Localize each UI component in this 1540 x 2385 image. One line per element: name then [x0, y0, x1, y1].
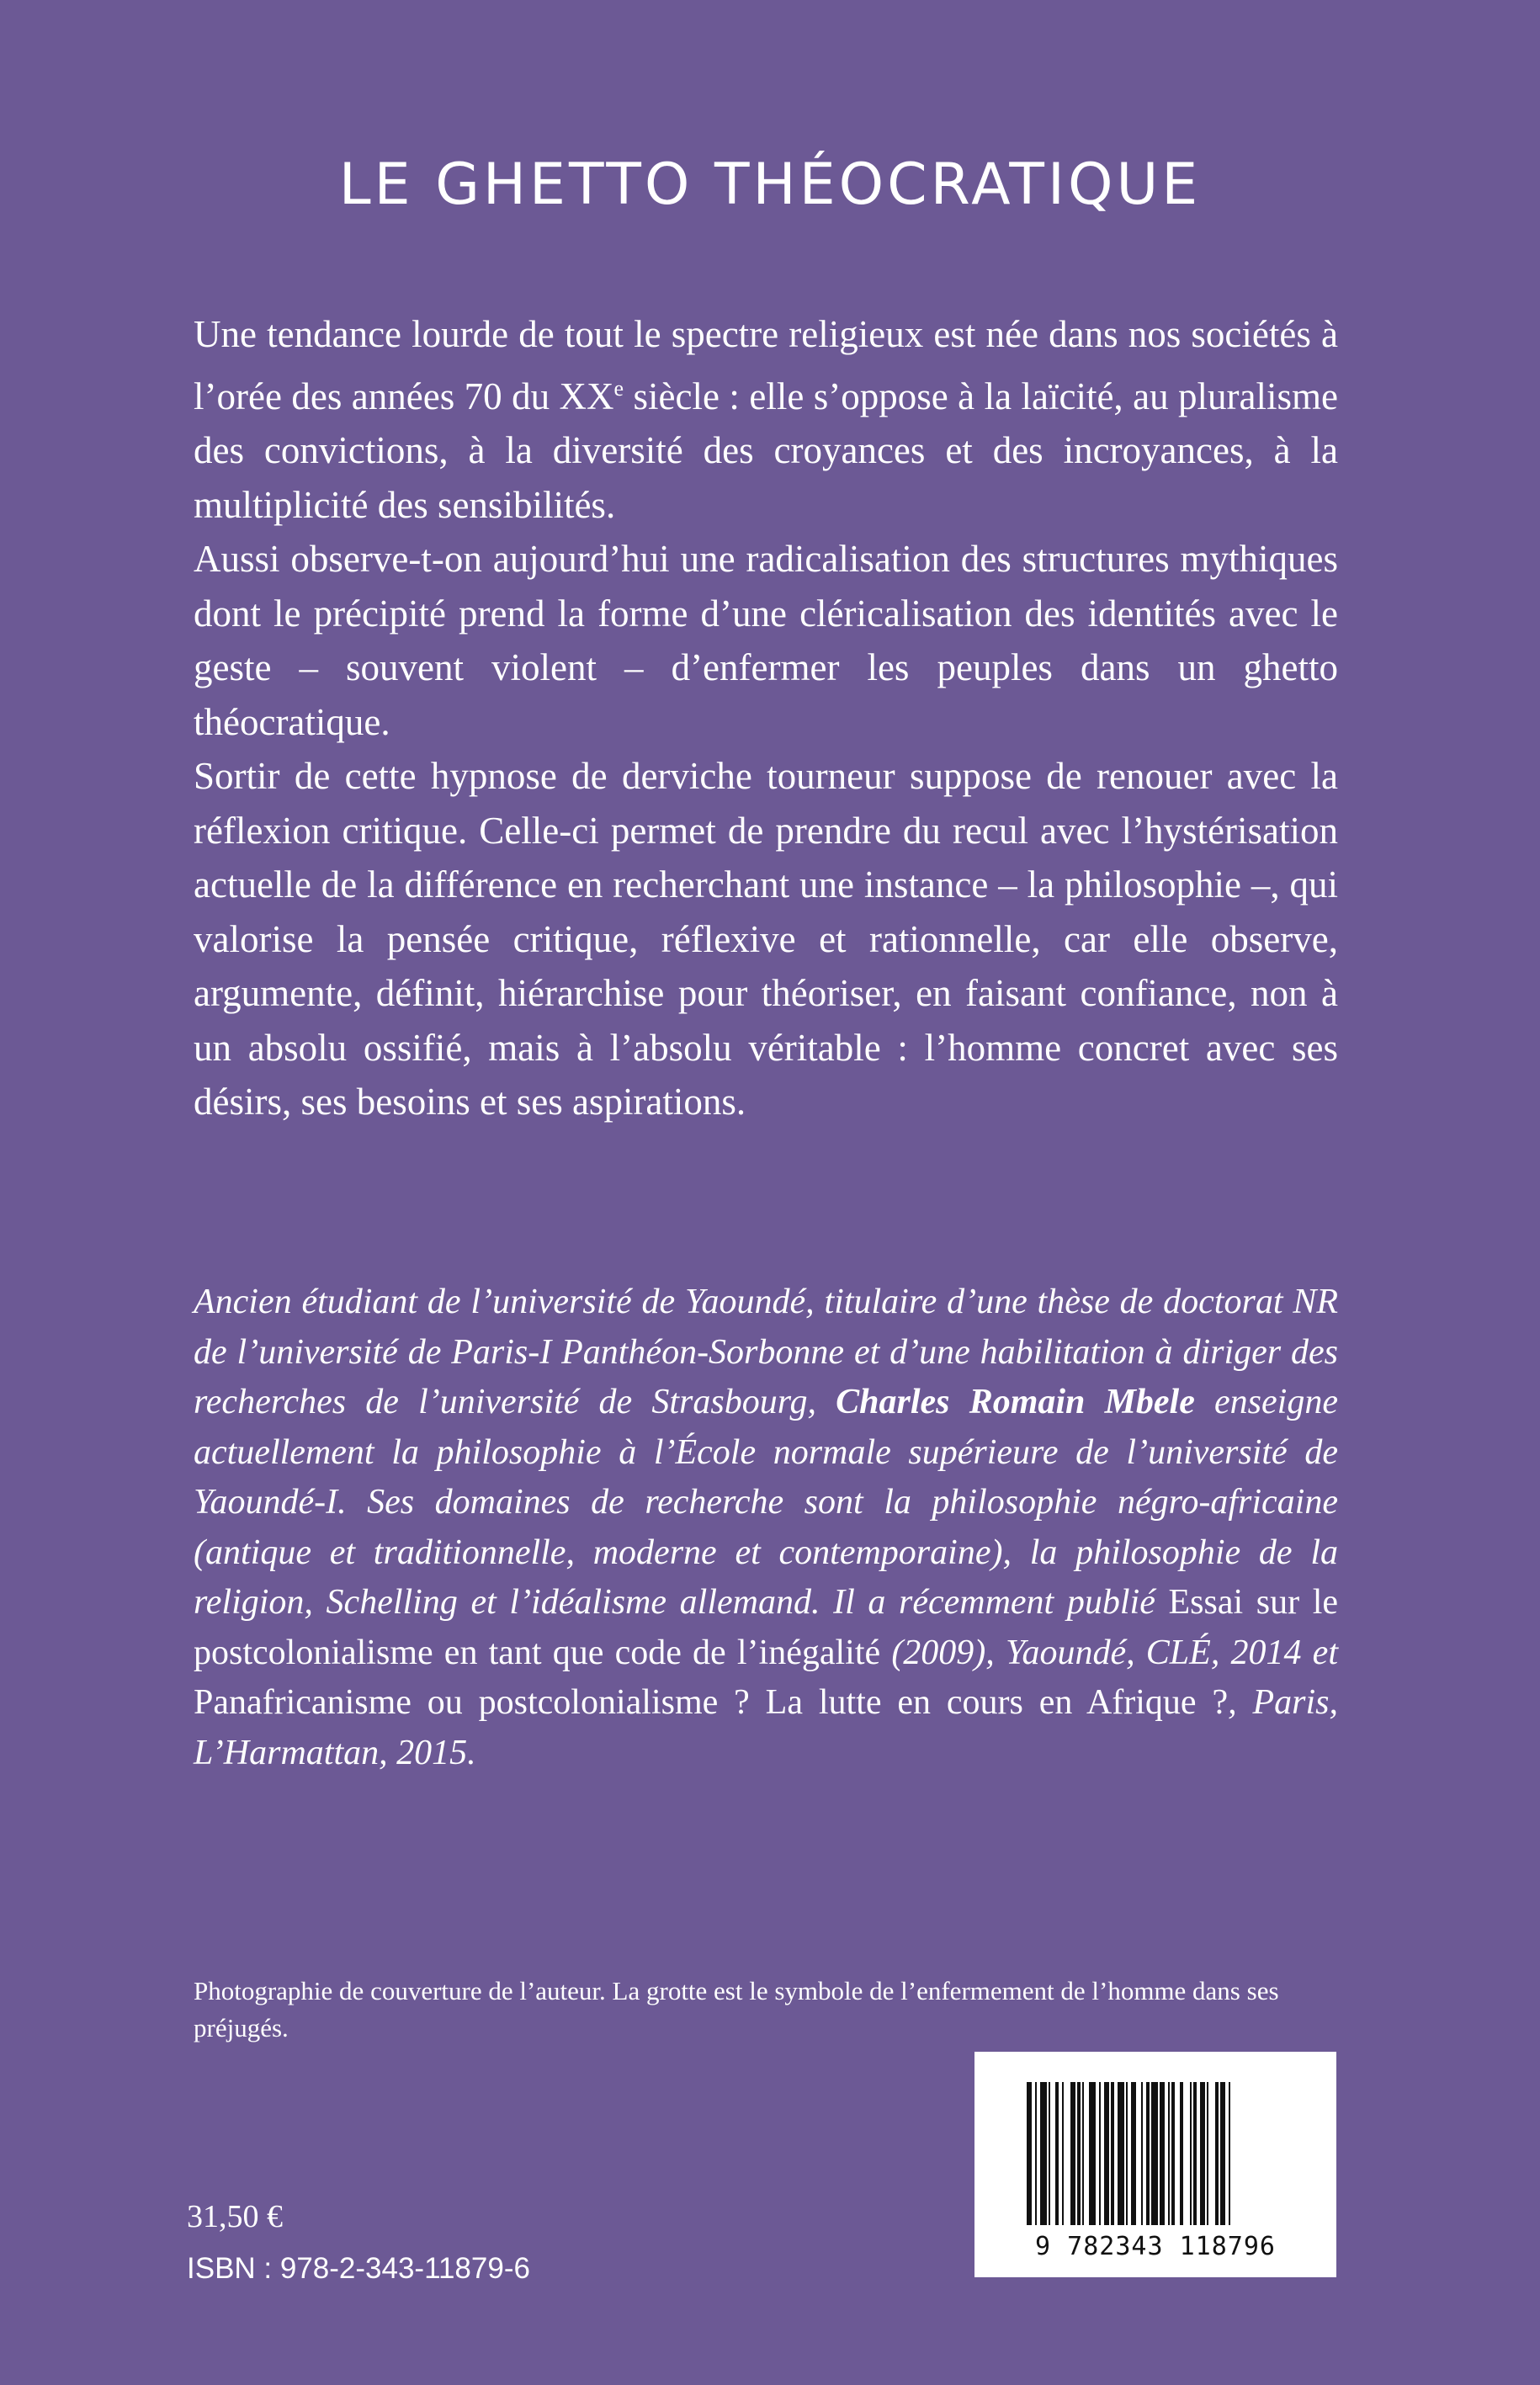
book-title: LE GHETTO THÉOCRATIQUE — [338, 151, 1202, 218]
barcode-bar — [1146, 2082, 1150, 2225]
barcode-bar — [1099, 2082, 1101, 2225]
book-2-info: , Paris, L’Harmattan, 2015. — [194, 1683, 1338, 1772]
barcode-bar — [1111, 2082, 1114, 2225]
barcode-bar — [1215, 2082, 1219, 2225]
book-title-1: Essai sur le postcolonialisme en tant que code de l’inégalité — [194, 1583, 1339, 1672]
barcode-bar — [1200, 2082, 1205, 2225]
price: 31,50 € — [187, 2199, 283, 2234]
barcode-bar — [1220, 2082, 1225, 2225]
barcode-bar — [1190, 2082, 1192, 2225]
barcode-bar — [1193, 2082, 1197, 2225]
isbn: ISBN : 978-2-343-11879-6 — [187, 2252, 530, 2285]
book-1-info: (2009), Yaoundé, CLÉ, 2014 et — [880, 1633, 1338, 1672]
barcode-bar — [1141, 2082, 1143, 2225]
barcode-digits: 9 782343 118796 — [1035, 2232, 1276, 2261]
barcode-bar — [1049, 2082, 1050, 2225]
barcode-bar — [1131, 2082, 1136, 2225]
back-cover-blurb — [194, 307, 1338, 1129]
barcode — [974, 2052, 1336, 2277]
barcode-bar — [1082, 2082, 1084, 2225]
barcode-bar — [1151, 2082, 1158, 2225]
blurb-p1-text: Une tendance lourde de tout le spectre religieux est née dans nos sociétés à l’orée des années 70 du XX — [194, 313, 1338, 417]
barcode-bar — [1160, 2082, 1165, 2225]
barcode-bar — [1089, 2082, 1096, 2225]
barcode-bar — [1126, 2082, 1128, 2225]
barcode-bar — [1040, 2082, 1047, 2225]
barcode-bar — [1055, 2082, 1059, 2225]
barcode-bar — [1062, 2082, 1064, 2225]
barcode-bar — [1118, 2082, 1124, 2225]
barcode-bar — [1027, 2082, 1032, 2225]
blurb-paragraph-1 — [194, 307, 1338, 532]
bio-middle: enseigne actuellement la philosophie à l’École normale supérieure de l’université de Yaoundé-I. Ses domaines de recherche sont la philosophie négro-africaine (antique et traditionnelle, moderne et contemporaine), la philosophie de la religion, Schelling et l’idéalisme allemand. Il a récemment publié — [194, 1383, 1338, 1622]
author-name: Charles Romain Mbele — [836, 1383, 1195, 1421]
barcode-bar — [1207, 2082, 1208, 2225]
blurb-paragraph-2: Aussi observe-t-on aujourd’hui une radicalisation des structures mythiques dont le précipité prend la forme d’une cléricalisation des identités avec le geste – souvent violent – d’enfermer les peuples dans un ghetto théocratique. — [194, 538, 1338, 743]
barcode-bar — [1171, 2082, 1175, 2225]
century-superscript: e — [613, 375, 624, 401]
blurb-paragraph-3: Sortir de cette hypnose de derviche tourneur suppose de renouer avec la réflexion critique. Celle-ci permet de prendre du recul avec l’hystérisation actuelle de la différence en recherchant une instance – la philosophie –, qui valorise la pensée critique, réflexive et rationnelle, car elle observe, argumente, définit, hiérarchise pour théoriser, en faisant confiance, non à un absolu ossifié, mais à l’absolu véritable : l’homme concret avec ses désirs, ses besoins et ses aspirations. — [194, 755, 1338, 1123]
barcode-bar — [1070, 2082, 1075, 2225]
cover-photo-credit: Photographie de couverture de l’auteur. La grotte est le symbole de l’enfermement de l’homme dans ses préjugés. — [194, 1976, 1279, 2042]
barcode-bar — [1168, 2082, 1170, 2225]
book-title-2: Panafricanisme ou postcolonialisme ? La lutte en cours en Afrique ? — [194, 1683, 1229, 1722]
barcode-bar — [1180, 2082, 1183, 2225]
blurb-p1-text-cont: siècle : elle s’oppose à la laïcité, au pluralisme des convictions, à la diversité des croyances et des incroyances, à la multiplicité des sensibilités. — [194, 374, 1338, 526]
author-biography — [194, 1277, 1338, 1778]
barcode-bar — [1035, 2082, 1037, 2225]
bio-intro: Ancien étudiant de l’université de Yaoundé, titulaire d’une thèse de doctorat NR de l’université de Paris-I Panthéon-Sorbonne et d’une habilitation à diriger des recherches de l’université de Strasbourg, — [194, 1283, 1338, 1421]
barcode-bar — [1077, 2082, 1081, 2225]
barcode-bar — [1104, 2082, 1109, 2225]
barcode-bar — [1229, 2082, 1230, 2225]
